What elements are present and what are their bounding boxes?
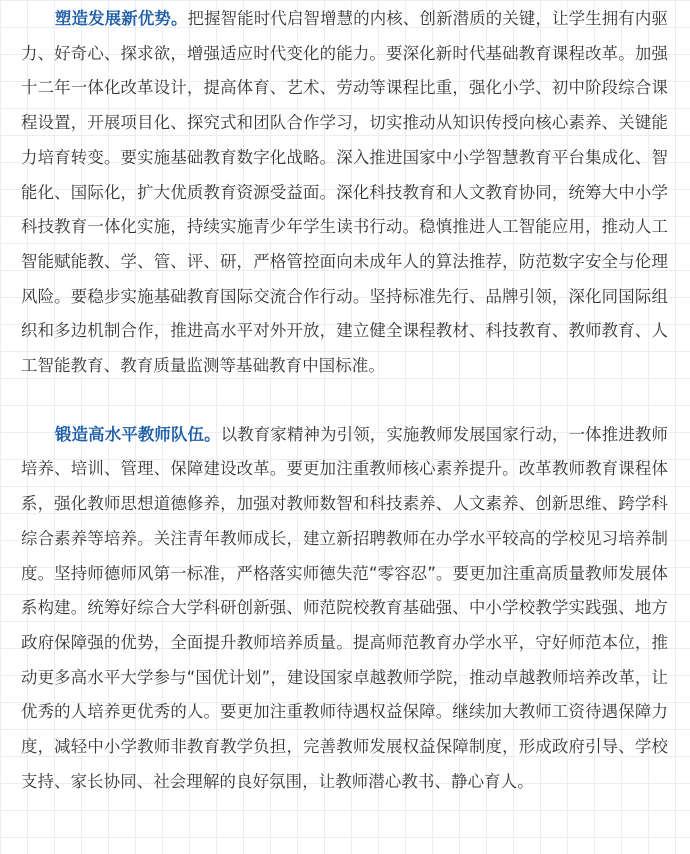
paragraph-text: 以教育家精神为引领，实施教师发展国家行动，一体推进教师培养、培训、管理、保障建设改革。要更加注重教师核心素养提升。改革教师教育课程体系，强化教师思想道德修养，加强对教师数智和科技素养、人文素养、创新思维、跨学科综合素养等培养。关注青年教师成长，建立新招聘教师在办学水平较高的学校见习培养制度。坚持师德师风第一标准，严格落实师德失范“零容忍”。要更加注重高质量教师发展体系构建。统筹好综合大学科研创新强、师范院校教育基础强、中小学校教学实践强、地方政府保障强的优势，全面提升教师培养质量。提高师范教育办学水平，守好师范本位，推动更多高水平大学参与“国优计划”，建设国家卓越教师学院，推动卓越教师培养改革，让优秀的人培养更优秀的人。要更加注重教师待遇权益保障。继续加大教师工资待遇保障力度，减轻中小学教师非教育教学负担，完善教师发展权益保障制度，形成政府引导、学校支持、家长协同、社会理解的良好氛围，让教师潜心教书、静心育人。	[21, 424, 668, 791]
paragraph-heading: 锻造高水平教师队伍。	[55, 424, 221, 444]
paragraph-development-advantage	[21, 2, 668, 384]
paragraph-text: 把握智能时代启智增慧的内核、创新潜质的关键，让学生拥有内驱力、好奇心、探求欲，增强适应时代变化的能力。要深化新时代基础教育课程改革。加强十二年一体化改革设计，提高体育、艺术、劳动等课程比重，强化小学、初中阶段综合课程设置，开展项目化、探究式和团队合作学习，切实推动从知识传授向核心素养、关键能力培育转变。要实施基础教育数字化战略。深入推进国家中小学智慧教育平台集成化、智能化、国际化，扩大优质教育资源受益面。深化科技教育和人文教育协同，统筹大中小学科技教育一体化实施，持续实施青少年学生读书行动。稳慎推进人工智能应用，推动人工智能赋能教、学、管、评、研，严格管控面向未成年人的算法推荐，防范数字安全与伦理风险。要稳步实施基础教育国际交流合作行动。坚持标准先行、品牌引领，深化同国际组织和多边机制合作，推进高水平对外开放，建立健全课程教材、科技教育、教师教育、人工智能教育、教育质量监测等基础教育中国标准。	[21, 9, 668, 376]
paragraph-teacher-team	[21, 418, 668, 800]
paragraph-heading: 塑造发展新优势。	[55, 9, 188, 28]
